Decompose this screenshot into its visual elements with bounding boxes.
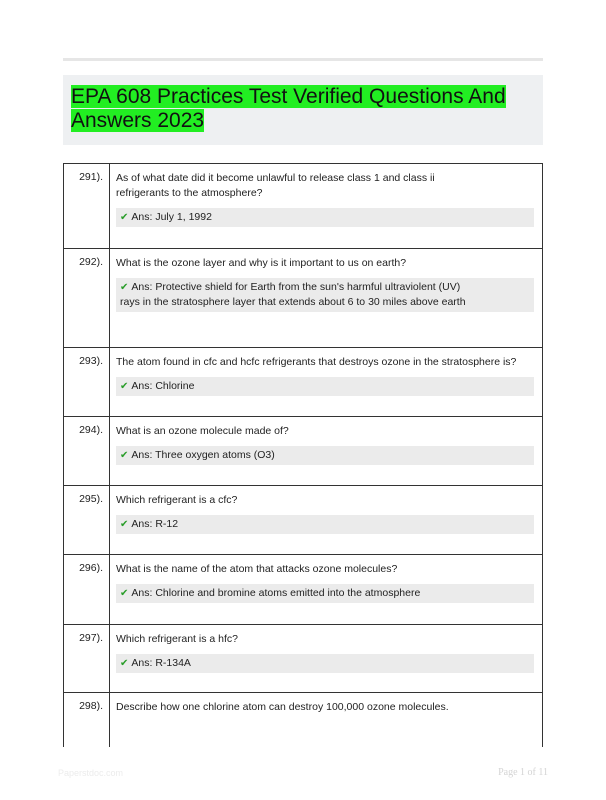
qa-body	[110, 417, 542, 485]
answer-text: Ans: Chlorine	[131, 380, 195, 392]
answer-text: Ans: R-12	[131, 518, 179, 530]
question-text: As of what date did it become unlawful to release class 1 and class ii refrigerants to the atmosphere?	[116, 172, 435, 199]
check-icon: ✔	[120, 450, 129, 461]
check-icon: ✔	[120, 381, 129, 392]
question-number: 291).	[64, 164, 110, 248]
answer-box	[116, 278, 534, 312]
answer-box	[116, 446, 534, 465]
qa-row	[64, 486, 542, 555]
answer-text: Ans: Three oxygen atoms (O3)	[131, 449, 275, 461]
title-line-1: EPA 608 Practices Test Verified Questions And	[71, 85, 506, 108]
top-divider	[63, 58, 543, 61]
question-number: 296).	[64, 555, 110, 624]
qa-body	[110, 693, 542, 747]
question-text: Which refrigerant is a hfc?	[116, 633, 238, 645]
page-title	[71, 85, 533, 133]
answer-text: Ans: July 1, 1992	[131, 211, 212, 223]
qa-body	[110, 555, 542, 624]
question-number: 295).	[64, 486, 110, 554]
answer-text: Ans: Chlorine and bromine atoms emitted into the atmosphere	[131, 587, 421, 599]
answer-box	[116, 515, 534, 534]
check-icon: ✔	[120, 588, 129, 599]
question-number: 297).	[64, 625, 110, 692]
check-icon: ✔	[120, 282, 129, 293]
answer-box	[116, 208, 534, 227]
title-line-2: Answers 2023	[71, 109, 205, 132]
answer-text: Ans: Protective shield for Earth from the sun's harmful ultraviolent (UV) rays in the stratosphere layer that extends about 6 to 30 miles above earth	[120, 281, 466, 308]
page-number: Page 1 of 11	[498, 767, 548, 778]
question-number: 293).	[64, 348, 110, 416]
question-text: Describe how one chlorine atom can destroy 100,000 ozone molecules.	[116, 701, 449, 713]
title-box	[63, 75, 543, 145]
question-number: 298).	[64, 693, 110, 747]
qa-row	[64, 417, 542, 486]
question-number: 294).	[64, 417, 110, 485]
qa-body	[110, 348, 542, 416]
question-text: What is the ozone layer and why is it important to us on earth?	[116, 257, 407, 269]
qa-row	[64, 348, 542, 417]
qa-body	[110, 249, 542, 347]
qa-table	[63, 163, 543, 747]
question-number: 292).	[64, 249, 110, 347]
check-icon: ✔	[120, 658, 129, 669]
qa-row	[64, 249, 542, 348]
answer-box	[116, 377, 534, 396]
qa-row	[64, 164, 542, 249]
question-text: Which refrigerant is a cfc?	[116, 494, 238, 506]
qa-body	[110, 164, 542, 248]
answer-box	[116, 654, 534, 673]
check-icon: ✔	[120, 519, 129, 530]
question-text: What is an ozone molecule made of?	[116, 425, 289, 437]
qa-row	[64, 693, 542, 747]
qa-body	[110, 486, 542, 554]
qa-row	[64, 555, 542, 625]
qa-row	[64, 625, 542, 693]
footer-watermark: Paperstdoc.com	[58, 768, 124, 778]
answer-box	[116, 584, 534, 603]
check-icon: ✔	[120, 212, 129, 223]
question-text: The atom found in cfc and hcfc refrigerants that destroys ozone in the stratosphere is?	[116, 356, 517, 368]
qa-body	[110, 625, 542, 692]
answer-text: Ans: R-134A	[131, 657, 191, 669]
question-text: What is the name of the atom that attacks ozone molecules?	[116, 563, 398, 575]
